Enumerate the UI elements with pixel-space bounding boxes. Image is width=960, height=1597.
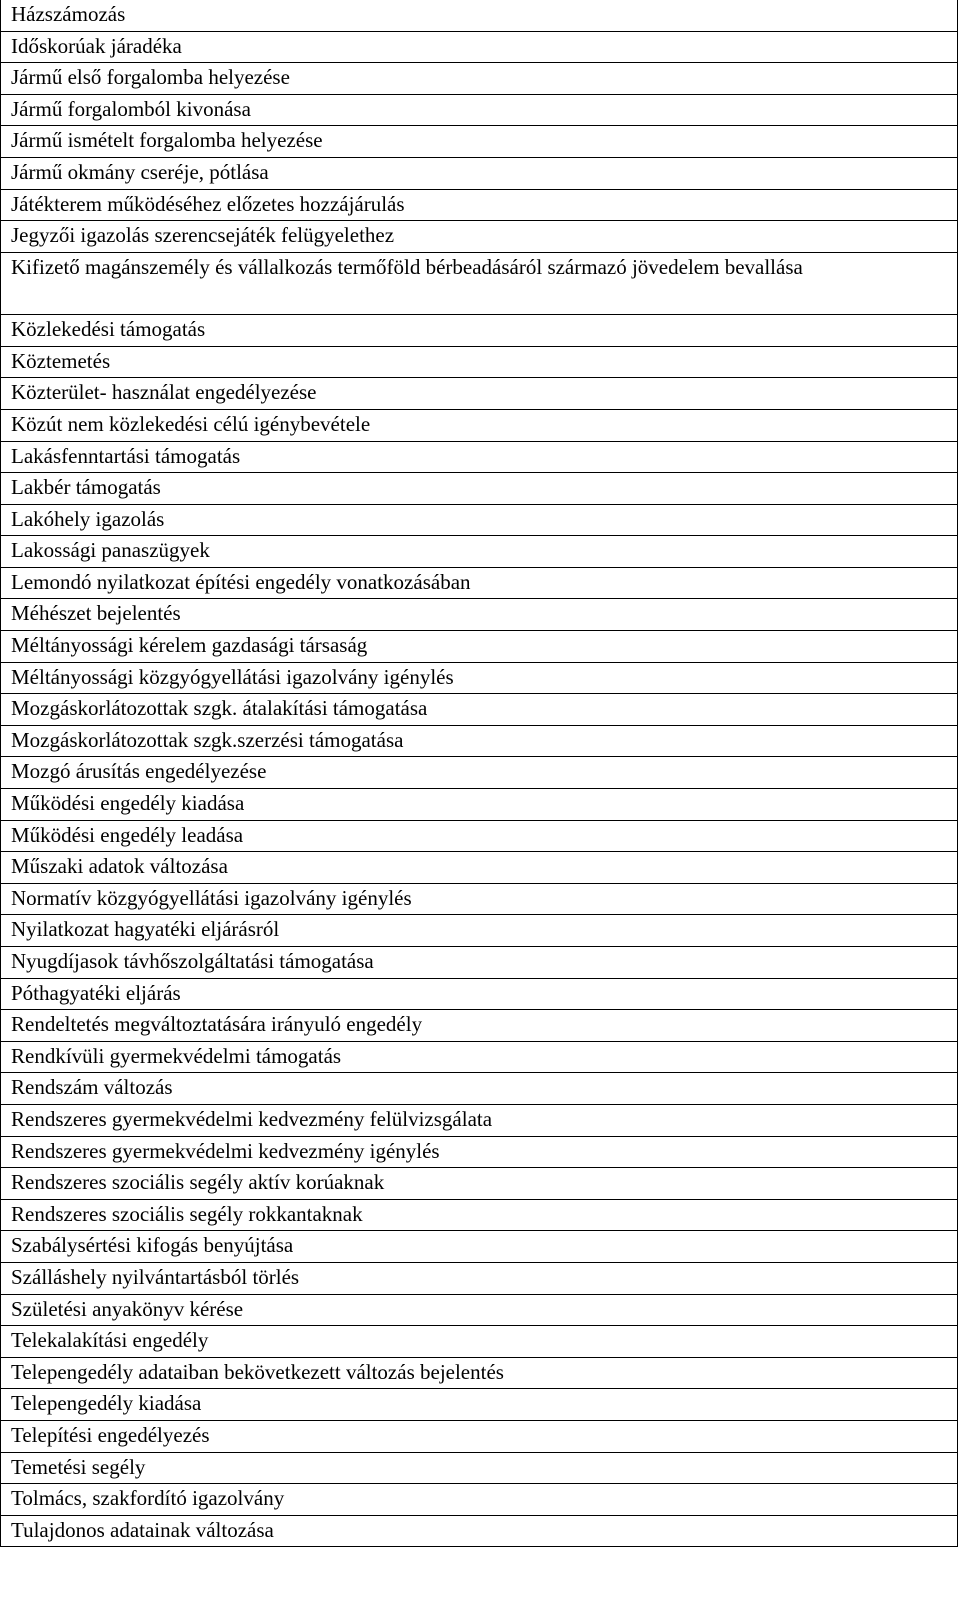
table-row (1, 1294, 958, 1326)
service-item: Rendszeres szociális segély aktív korúaknak (1, 1168, 958, 1200)
table-row (1, 789, 958, 821)
table-row (1, 947, 958, 979)
service-item: Mozgáskorlátozottak szgk. átalakítási támogatása (1, 694, 958, 726)
table-row (1, 915, 958, 947)
table-row (1, 126, 958, 158)
service-item: Méhészet bejelentés (1, 599, 958, 631)
service-item: Jármű első forgalomba helyezése (1, 63, 958, 95)
service-item: Szálláshely nyilvántartásból törlés (1, 1262, 958, 1294)
table-row (1, 1326, 958, 1358)
service-item: Rendszeres gyermekvédelmi kedvezmény felülvizsgálata (1, 1104, 958, 1136)
table-row (1, 346, 958, 378)
table-row (1, 1041, 958, 1073)
table-row (1, 63, 958, 95)
table-row (1, 820, 958, 852)
table-row (1, 1136, 958, 1168)
service-item: Jármű forgalomból kivonása (1, 94, 958, 126)
service-item: Telekalakítási engedély (1, 1326, 958, 1358)
table-row (1, 1389, 958, 1421)
service-item: Közterület- használat engedélyezése (1, 378, 958, 410)
table-row (1, 567, 958, 599)
service-item: Jármű ismételt forgalomba helyezése (1, 126, 958, 158)
table-row (1, 1073, 958, 1105)
service-item: Szabálysértési kifogás benyújtása (1, 1231, 958, 1263)
table-row (1, 1262, 958, 1294)
table-row (1, 978, 958, 1010)
table-row (1, 1199, 958, 1231)
table-row (1, 1420, 958, 1452)
table-row (1, 631, 958, 663)
service-item: Közút nem közlekedési célú igénybevétele (1, 409, 958, 441)
service-item: Lakbér támogatás (1, 473, 958, 505)
table-row (1, 1484, 958, 1516)
table-row (1, 157, 958, 189)
table-row (1, 1168, 958, 1200)
service-item: Temetési segély (1, 1452, 958, 1484)
service-item: Rendeltetés megváltoztatására irányuló engedély (1, 1010, 958, 1042)
service-item: Nyilatkozat hagyatéki eljárásról (1, 915, 958, 947)
table-row (1, 536, 958, 568)
table-row (1, 1452, 958, 1484)
table-row (1, 409, 958, 441)
service-item: Lakossági panaszügyek (1, 536, 958, 568)
table-row (1, 883, 958, 915)
service-item: Jegyzői igazolás szerencsejáték felügyelethez (1, 221, 958, 253)
service-item: Tulajdonos adatainak változása (1, 1515, 958, 1547)
table-row (1, 757, 958, 789)
service-item: Köztemetés (1, 346, 958, 378)
table-row (1, 662, 958, 694)
service-item: Telepengedély kiadása (1, 1389, 958, 1421)
service-item: Rendszeres szociális segély rokkantaknak (1, 1199, 958, 1231)
service-item: Működési engedély leadása (1, 820, 958, 852)
table-row (1, 221, 958, 253)
table-row (1, 1104, 958, 1136)
service-item: Méltányossági közgyógyellátási igazolvány igénylés (1, 662, 958, 694)
table-row (1, 473, 958, 505)
table-row (1, 694, 958, 726)
service-item: Rendkívüli gyermekvédelmi támogatás (1, 1041, 958, 1073)
service-item: Működési engedély kiadása (1, 789, 958, 821)
table-row (1, 599, 958, 631)
service-item: Rendszám változás (1, 1073, 958, 1105)
service-item: Telepítési engedélyezés (1, 1420, 958, 1452)
table-row (1, 504, 958, 536)
table-row (1, 31, 958, 63)
service-item: Póthagyatéki eljárás (1, 978, 958, 1010)
table-row (1, 725, 958, 757)
service-item: Születési anyakönyv kérése (1, 1294, 958, 1326)
service-item: Tolmács, szakfordító igazolvány (1, 1484, 958, 1516)
service-item: Műszaki adatok változása (1, 852, 958, 884)
service-item: Közlekedési támogatás (1, 315, 958, 347)
service-item: Normatív közgyógyellátási igazolvány igénylés (1, 883, 958, 915)
table-row (1, 1010, 958, 1042)
table-row (1, 1515, 958, 1547)
service-item: Mozgó árusítás engedélyezése (1, 757, 958, 789)
service-item: Lemondó nyilatkozat építési engedély vonatkozásában (1, 567, 958, 599)
service-item: Kifizető magánszemély és vállalkozás termőföld bérbeadásáról származó jövedelem bevallása (1, 252, 958, 314)
service-item: Mozgáskorlátozottak szgk.szerzési támogatása (1, 725, 958, 757)
table-row (1, 189, 958, 221)
service-item: Telepengedély adataiban bekövetkezett változás bejelentés (1, 1357, 958, 1389)
service-item: Lakóhely igazolás (1, 504, 958, 536)
table-row (1, 441, 958, 473)
service-item: Nyugdíjasok távhőszolgáltatási támogatása (1, 947, 958, 979)
table-row (1, 94, 958, 126)
table-row (1, 0, 958, 31)
service-list-body (1, 0, 958, 1547)
table-row (1, 1231, 958, 1263)
table-row (1, 378, 958, 410)
table-row (1, 315, 958, 347)
service-item: Méltányossági kérelem gazdasági társaság (1, 631, 958, 663)
service-item: Lakásfenntartási támogatás (1, 441, 958, 473)
table-row (1, 852, 958, 884)
service-item: Játékterem működéséhez előzetes hozzájárulás (1, 189, 958, 221)
service-item: Házszámozás (1, 0, 958, 31)
service-item: Időskorúak járadéka (1, 31, 958, 63)
table-row (1, 252, 958, 314)
service-item: Jármű okmány cseréje, pótlása (1, 157, 958, 189)
service-item: Rendszeres gyermekvédelmi kedvezmény igénylés (1, 1136, 958, 1168)
table-row (1, 1357, 958, 1389)
